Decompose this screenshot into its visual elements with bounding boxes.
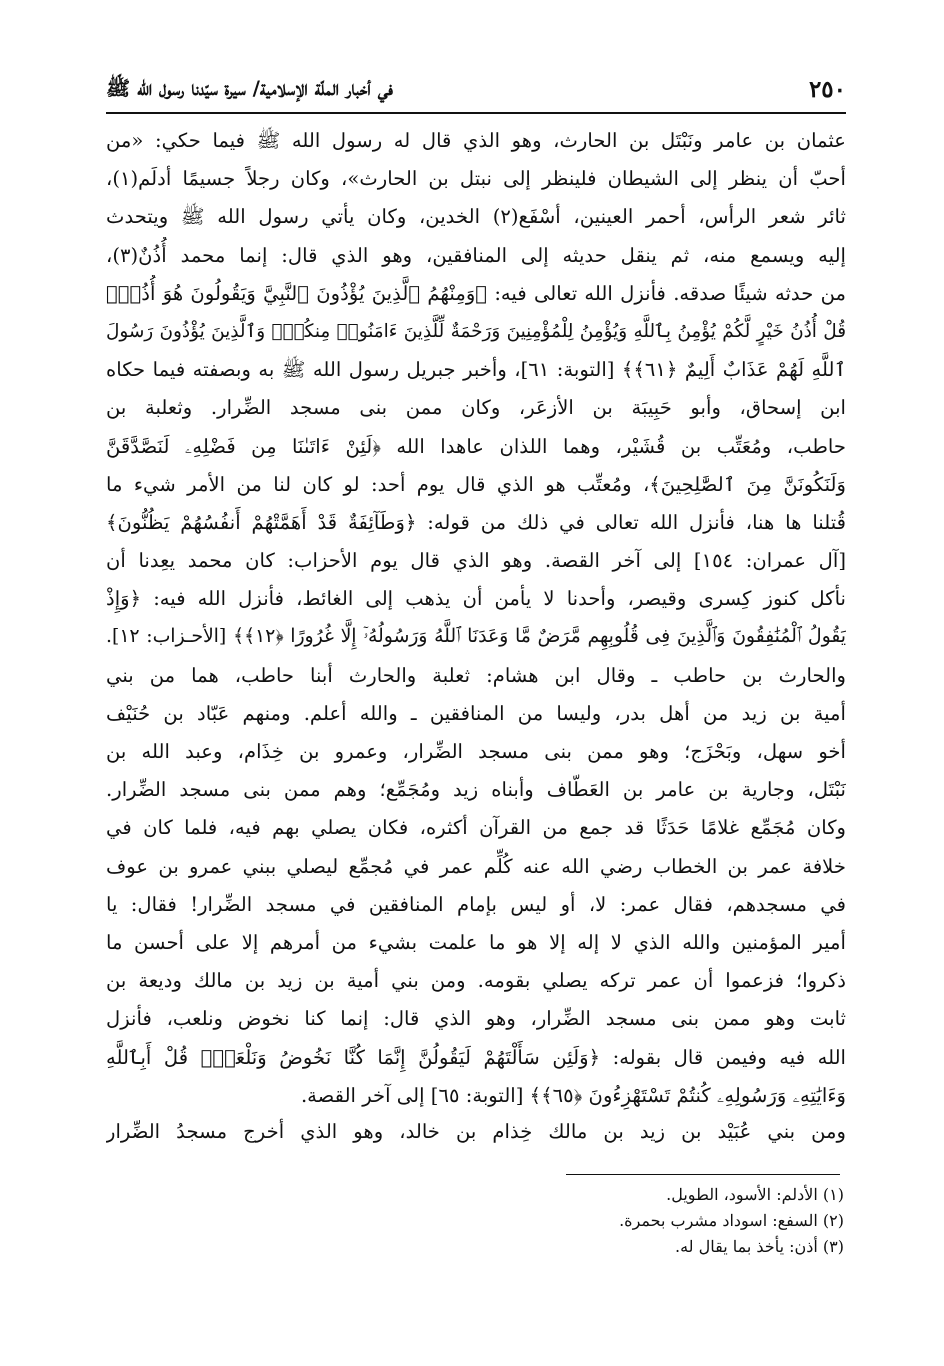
running-head: في أخبار الملّة الإسلامية/ سيرة سيّدنا رسول الله ﷺ xyxy=(106,76,393,100)
text-line: [آل عمران: ١٥٤] إلى آخر القصة. وهو الذي قال يوم الأحزاب: كان محمد يعِدنا أن xyxy=(106,549,846,573)
text-line: عثمان بن عامر ونَبْتَل بن الحارث، وهو الذي قال له رسول الله ﷺ فيما حكي: «من xyxy=(106,129,846,152)
text-line: خلافة عمر بن الخطاب رضي الله عنه كُلِّم عمر في مُجمِّع ليصلي ببني عمرو بن عوف xyxy=(106,854,846,878)
text-line: ثابت وهو ممن بنى مسجد الضِّرار، وهو الذي قال: إنما كنا نخوض ونلعب، فأنزل xyxy=(106,1007,846,1031)
closing-paragraph xyxy=(106,1113,846,1151)
text-line: أخو سهل، وبَحْزَج؛ وهو ممن بنى مسجد الضِّرار، وعمرو بن خِذَام، وعبد الله بن xyxy=(106,740,846,763)
text-line: والحارث بن حاطب ـ وقال ابن هشام: ثعلبة والحارث أبنا حاطب، هما من بني xyxy=(106,663,846,687)
footnote: (١) الأدلم: الأسود، الطويل. xyxy=(666,1185,844,1204)
footnotes xyxy=(544,1182,844,1260)
text-line: وَلَنَكُونَنَّ مِنَ ٱلصَّٰلِحِينَ﴾، ومُعتِّب هو الذي قال يوم أحد: لو كان لنا من الأمر شيء ما xyxy=(106,472,846,496)
footnote: (٢) السفع: اسوداد مشرب بحمرة. xyxy=(619,1211,844,1230)
text-line: وكان مُجَمِّع غلامًا حَدَثًا قد جمع من القرآن أكثره، فكان يصلي بهم فيه، فلما كان في xyxy=(106,816,846,840)
text-line: ذكروا؛ فزعموا أن عمر تركه يصلي بقومه. ومن بني أمية بن زيد بن مالك وديعة بن xyxy=(106,969,846,993)
text-line: الله فيه وفيمن قال بقوله: ﴿وَلَئِن سَأَلْتَهُمْ لَيَقُولُنَّ إِنَّمَا كُنَّا نَخُوضُ وَنَلْعَبُۚ قُلْ أَبِٱللَّهِ xyxy=(106,1045,846,1069)
text-line: نأكل كنوز كِسرى وقيصر، وأحدنا لا يأمن أن يذهب إلى الغائط، فأنزل الله فيه: ﴿وَإِذْ xyxy=(106,587,846,611)
text-line: أمير المؤمنين والله الذي لا إله إلا هو ما علمت بشيء من أمرهم إلا على أحسن ما xyxy=(106,930,846,954)
page-header xyxy=(106,76,846,106)
text-line: قُلْ أُذُنُ خَيْرٍ لَّكُمْ يُؤْمِنُ بِٱللَّهِ وَيُؤْمِنُ لِلْمُؤْمِنِينَ وَرَحْمَةٌ لِّلَّذِينَ ءَامَنُوا۟ مِنكُمْۚ وَٱلَّذِينَ يُؤْذُونَ رَسُولَ xyxy=(106,320,846,342)
text-line: ٱللَّهِ لَهُمْ عَذَابٌ أَلِيمٌ ﴿٦١﴾﴾ [التوبة: ٦١]، وأخبر جبريل رسول الله ﷺ به وبصفته فيما حكاه xyxy=(106,358,846,382)
text-line: ابن إسحاق، وأبو حَبِيبَة بن الأزعَر، وكان ممن بنى مسجد الضِّرار. وثعلبة بن xyxy=(106,396,846,420)
page-number: ٢٥٠ xyxy=(808,76,846,103)
text-line: ومن بني عُبَيْد بن زيد بن مالك خِذام بن خالد، وهو الذي أخرج مسجدُ الضِّرار xyxy=(106,1120,846,1143)
text-line: في مسجدهم، فقال عمر: لا، أو ليس بإمام المنافقين في مسجد الضِّرار! فقال: يا xyxy=(106,892,846,916)
text-line: أمية بن زيد من أهل بدر، وليسا من المنافقين ـ والله أعلم. ومنهم عَبّاد بن حُنَيْف xyxy=(106,701,846,725)
main-text xyxy=(106,122,846,1115)
text-line: نَبْتَل، وجارية بن عامر بن العَطّاف وأبناه زيد ومُجَمِّع؛ وهم ممن بنى مسجد الضِّرار. xyxy=(106,778,846,802)
text-line: إليه ويسمع منه، ثم ينقل حديثه إلى المنافقين، وهو الذي قال: إنما محمد أُذُنٌ(٣)، xyxy=(106,243,846,267)
text-line: أحبّ أن ينظر إلى الشيطان فلينظر إلى نبتل بن الحارث»، وكان رجلاً جسيمًا أدلَم(١)، xyxy=(106,167,846,191)
text-line: يَقُولُ ٱلْمُنَٰفِقُونَ وَٱلَّذِينَ فِى قُلُوبِهِم مَّرَضٌ مَّا وَعَدَنَا ٱللَّهُ وَرَسُولُهُۥٓ إِلَّا غُرُورًا ﴿١٢﴾﴾ [الأحـزاب: ١٢]. xyxy=(106,626,846,648)
header-rule xyxy=(106,112,846,114)
footnote-rule xyxy=(566,1174,840,1175)
footnote: (٣) أذن: يأخذ بما يقال له. xyxy=(674,1237,844,1256)
text-line: من حدثه شيئًا صدقه. فأنزل الله تعالى فيه: ﴿وَمِنْهُمُ ٱلَّذِينَ يُؤْذُونَ ٱلنَّبِيَّ وَيَقُولُونَ هُوَ أُذُنٌۚ xyxy=(106,281,846,305)
text-line: قُتلنا ها هنا، فأنزل الله تعالى في ذلك من قوله: ﴿وَطَآئِفَةٌ قَدْ أَهَمَّتْهُمْ أَنفُسُهُمْ يَظُنُّونَ﴾ xyxy=(106,510,846,534)
text-line: وَءَايَٰتِهِۦ وَرَسُولِهِۦ كُنتُمْ تَسْتَهْزِءُونَ ﴿٦٥﴾﴾ [التوبة: ٦٥] إلى آخر القصة. xyxy=(300,1083,846,1107)
text-line: حاطب، ومُعَتِّب بن قُشَيْر، وهما اللذان عاهدا الله ﴿لَئِنْ ءَاتَىٰنَا مِن فَضْلِهِۦ لَنَصَّدَّقَنَّ xyxy=(106,434,846,458)
text-line: ثائر شعر الرأس، أحمر العينين، أسْفَع(٢) الخدين، وكان يأتي رسول الله ﷺ ويتحدث xyxy=(106,205,846,229)
